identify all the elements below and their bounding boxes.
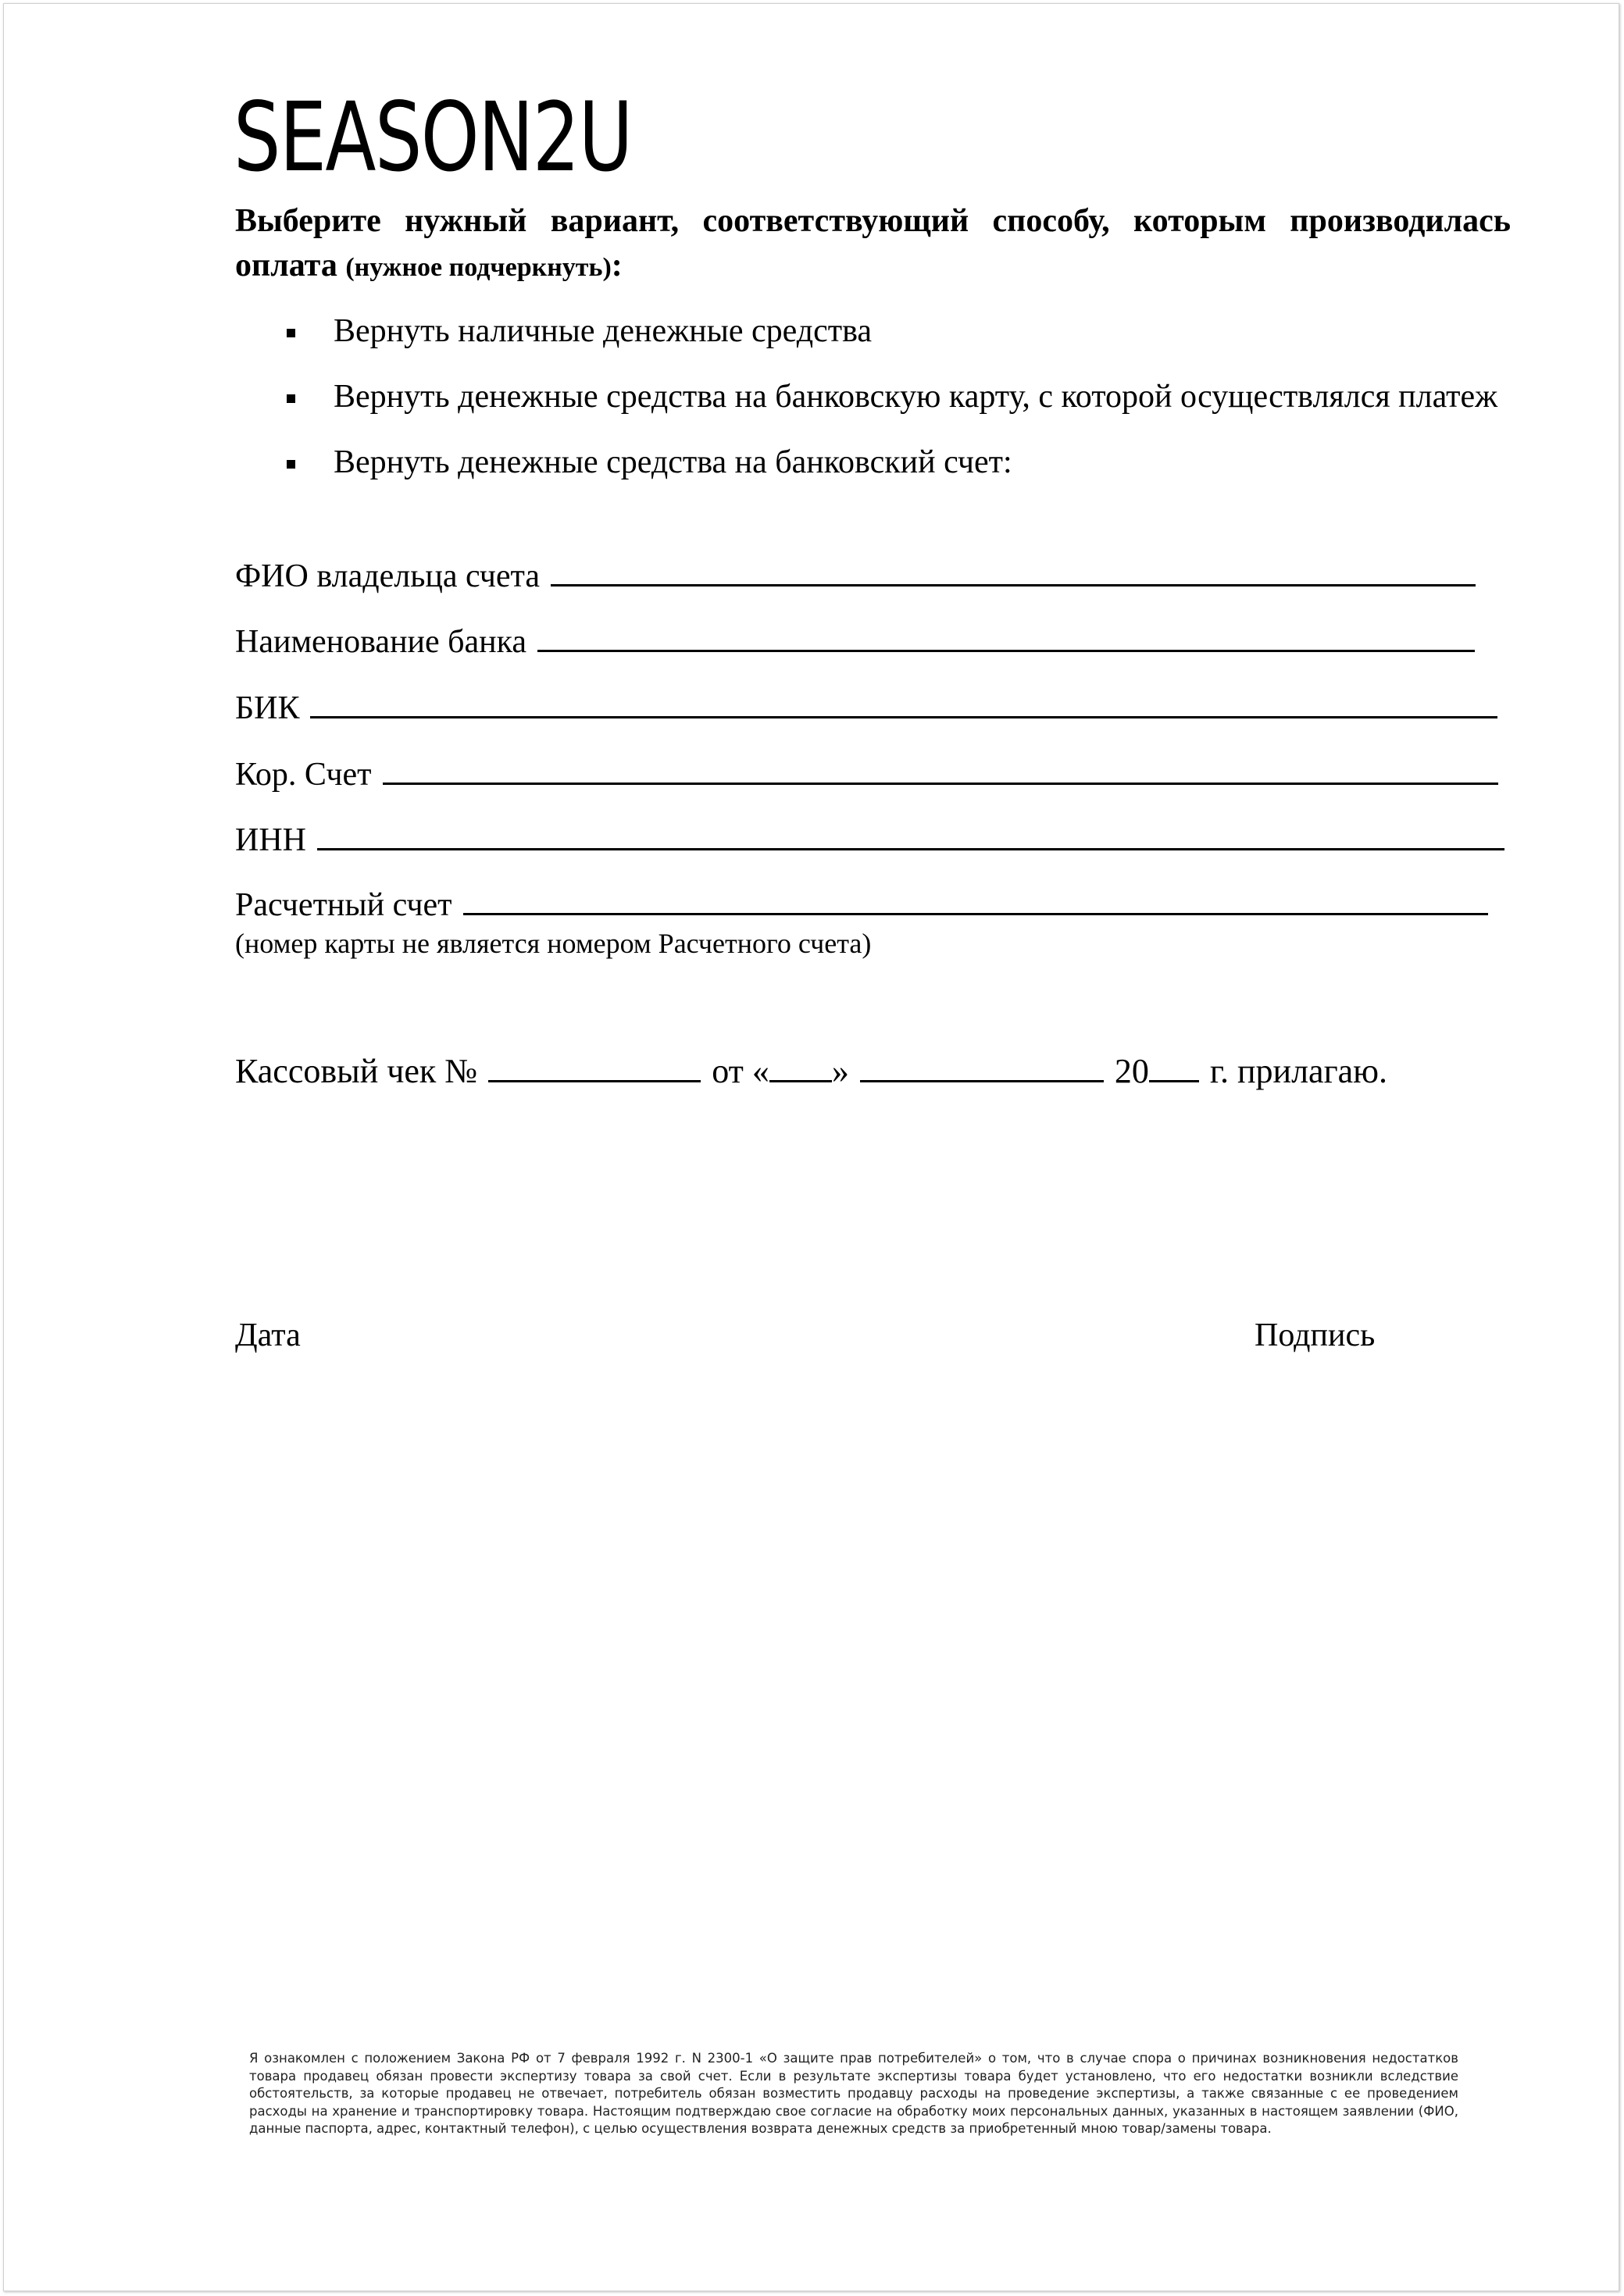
bullet-square-icon (287, 394, 295, 403)
receipt-line (235, 1048, 1387, 1095)
field-inn-blank[interactable] (317, 820, 1504, 850)
field-bank-name-label: Наименование банка (235, 624, 527, 660)
consent-footer-text: Я ознакомлен с положением Закона РФ от 7 февраля 1992 г. N 2300-1 «О защите прав потребителей» о том, что в случае спора о причинах возникновения недостатков товара продавец обязан провести экспертизу товара за свой счет. Если в результате экспертизы товара будет установлено, что его недостатки возникли вследствие обстоятельств, за которые продавец не отвечает, потребитель обязан возместить продавцу расходы на проведение экспертизы, а также связанные с ее проведением расходы на хранение и транспортировку товара. Настоящим подтверждаю свое согласие на обработку моих персональных данных, указанных в настоящем заявлении (ФИО, данные паспорта, адрес, контактный телефон), с целью осуществления возврата денежных средств за приобретенный мною товар/замены товара. (249, 2051, 1458, 2136)
receipt-day-blank[interactable] (769, 1052, 832, 1082)
card-number-note: (номер карты не является номером Расчетного счета) (235, 928, 872, 959)
field-bik-blank[interactable] (310, 688, 1497, 718)
refund-option-label: Вернуть наличные денежные средства (334, 313, 873, 349)
field-owner-name-label: ФИО владельца счета (235, 558, 541, 594)
receipt-number-blank[interactable] (488, 1052, 701, 1082)
field-bank-name (235, 622, 1475, 661)
receipt-month-blank[interactable] (860, 1052, 1104, 1082)
document-page (3, 3, 1619, 2291)
field-corr-account (235, 754, 1498, 794)
field-owner-name-blank[interactable] (551, 556, 1476, 586)
payment-method-instruction (235, 199, 1511, 290)
date-label: Дата (235, 1317, 301, 1353)
signature-label: Подпись (1255, 1317, 1376, 1353)
field-bik (235, 688, 1497, 728)
refund-option-label: Вернуть денежные средства на банковскую карту, с которой осуществлялся платеж (334, 379, 1498, 415)
refund-option-cash[interactable] (235, 310, 1511, 353)
field-bik-label: БИК (235, 690, 300, 726)
receipt-suffix: г. прилагаю. (1209, 1052, 1388, 1090)
refund-option-card[interactable] (235, 376, 1511, 419)
field-corr-account-label: Кор. Счет (235, 757, 372, 793)
receipt-year-prefix: 20 (1114, 1052, 1149, 1090)
field-corr-account-blank[interactable] (383, 754, 1498, 785)
refund-option-bank-account[interactable] (235, 441, 1511, 484)
refund-options-list (235, 310, 1511, 507)
field-inn (235, 820, 1504, 860)
field-settlement-account (235, 885, 1488, 925)
receipt-close-quote: » (831, 1052, 849, 1090)
field-bank-name-blank[interactable] (537, 622, 1475, 652)
refund-option-label: Вернуть денежные средства на банковский счет: (334, 444, 1012, 480)
field-owner-name (235, 556, 1476, 596)
field-settlement-account-label: Расчетный счет (235, 887, 452, 923)
bullet-square-icon (287, 329, 295, 337)
field-inn-label: ИНН (235, 822, 306, 858)
receipt-from-label: от « (712, 1052, 769, 1090)
receipt-label: Кассовый чек № (235, 1052, 478, 1090)
brand-logo: SEASON2U (234, 82, 632, 193)
instruction-colon: : (611, 248, 623, 283)
receipt-year-blank[interactable] (1149, 1052, 1199, 1082)
bullet-square-icon (287, 460, 295, 469)
field-settlement-account-blank[interactable] (463, 885, 1488, 915)
instruction-note: (нужное подчеркнуть) (345, 253, 612, 282)
instruction-text: Выберите нужный вариант, соответствующий способу, которым производилась оплата (235, 203, 1511, 283)
